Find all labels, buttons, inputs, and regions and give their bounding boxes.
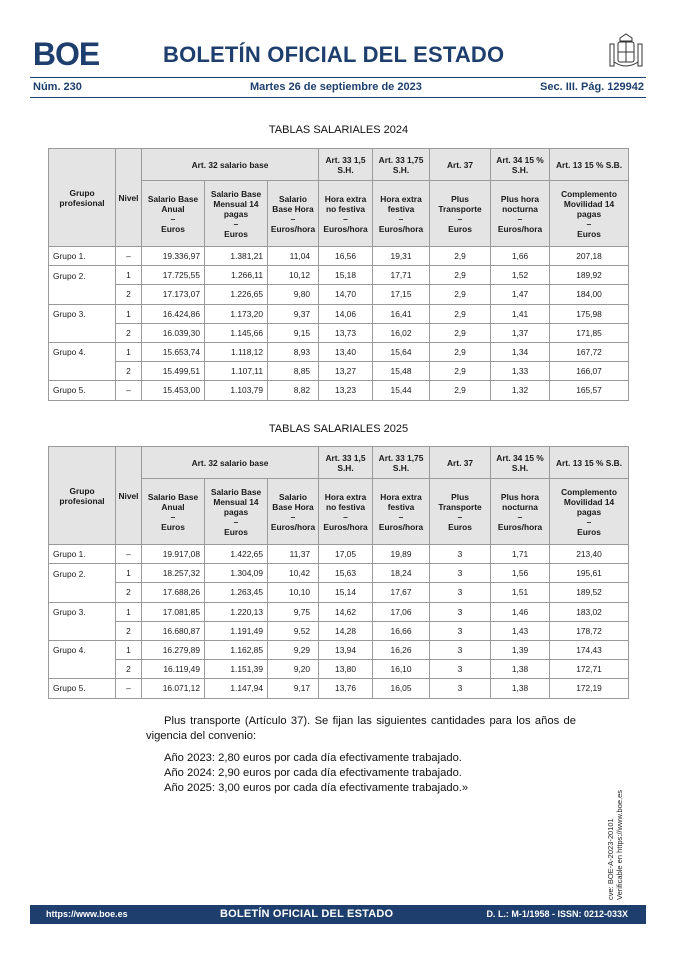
section-page: Sec. III. Pág. 129942 <box>540 81 644 93</box>
cell-grupo: Grupo 3. <box>49 304 116 323</box>
col-subheader <box>205 181 268 247</box>
cell-hx: 13,94 <box>319 640 373 659</box>
cell-pt: 2,9 <box>430 362 491 381</box>
col-subheader <box>430 479 491 545</box>
cell-pn: 1,41 <box>491 304 550 323</box>
col-art33a-header: Art. 33 1,5 S.H. <box>319 149 373 181</box>
cell-anual: 16.119,49 <box>142 660 205 679</box>
col-subheader <box>550 479 629 545</box>
col-grupo-header: Grupo profesional <box>49 149 116 247</box>
footer-bar <box>30 905 646 924</box>
footer-title: BOLETÍN OFICIAL DEL ESTADO <box>220 908 394 920</box>
cell-pn: 1,56 <box>491 564 550 583</box>
subheader-line: Euros <box>224 228 248 239</box>
subheader-line: Plus <box>451 491 469 502</box>
cell-grupo <box>49 285 116 304</box>
subheader-line: Hora extra <box>324 491 367 502</box>
issue-date: Martes 26 de septiembre de 2023 <box>250 81 422 93</box>
header-rule <box>30 77 646 78</box>
cell-cm: 167,72 <box>550 342 629 361</box>
cell-pt: 2,9 <box>430 323 491 342</box>
table-row <box>49 342 629 361</box>
cell-nivel: 2 <box>116 621 142 640</box>
col-grupo-header: Grupo profesional <box>49 447 116 545</box>
cell-pn: 1,46 <box>491 602 550 621</box>
cell-grupo <box>49 660 116 679</box>
cell-hora: 9,17 <box>268 679 319 698</box>
cell-cm: 171,85 <box>550 323 629 342</box>
cell-pt: 2,9 <box>430 381 491 400</box>
col-art32-header: Art. 32 salario base <box>142 447 319 479</box>
subheader-line: Plus hora <box>500 491 540 502</box>
cell-anual: 17.725,55 <box>142 266 205 285</box>
year-line: Año 2024: 2,90 euros por cada día efectivamente trabajado. <box>164 767 462 779</box>
cell-hx: 13,23 <box>319 381 373 400</box>
table-row <box>49 640 629 659</box>
cell-hora: 10,12 <box>268 266 319 285</box>
cell-hf: 16,02 <box>373 323 430 342</box>
cell-hx: 13,76 <box>319 679 373 698</box>
side-verification-text <box>606 790 624 900</box>
cell-grupo: Grupo 2. <box>49 266 116 285</box>
col-subheader <box>268 479 319 545</box>
cell-cm: 184,00 <box>550 285 629 304</box>
cell-hx: 17,05 <box>319 545 373 564</box>
subheader-line: Mensual 14 pagas <box>213 496 259 517</box>
table-row <box>49 304 629 323</box>
cell-nivel: 2 <box>116 362 142 381</box>
subheader-line: Salario Base <box>210 188 262 199</box>
subheader-line: Salario Base <box>147 193 199 204</box>
cell-mensual: 1.191,49 <box>205 621 268 640</box>
verify-url[interactable]: Verificable en https://www.boe.es <box>615 789 624 900</box>
cell-hf: 15,44 <box>373 381 430 400</box>
cell-pt: 2,9 <box>430 285 491 304</box>
subheader-line: – <box>517 213 523 224</box>
subheader-line: Anual <box>161 203 185 214</box>
cell-pt: 2,9 <box>430 247 491 266</box>
col-nivel-header: Nivel <box>116 149 142 247</box>
cell-pn: 1,38 <box>491 679 550 698</box>
cell-pt: 3 <box>430 602 491 621</box>
cell-grupo: Grupo 1. <box>49 545 116 564</box>
cell-pt: 2,9 <box>430 304 491 323</box>
subheader-line: Hora extra <box>324 193 367 204</box>
subheader-line: – <box>517 511 523 522</box>
cell-anual: 17.688,26 <box>142 583 205 602</box>
subheader-line: Euros <box>161 521 185 532</box>
subheader-line: – <box>290 213 296 224</box>
cell-nivel: 1 <box>116 602 142 621</box>
cell-pt: 2,9 <box>430 266 491 285</box>
subheader-line: no festiva <box>325 501 366 512</box>
cell-pt: 2,9 <box>430 342 491 361</box>
cell-grupo <box>49 362 116 381</box>
subheader-line: festiva <box>387 501 415 512</box>
cell-pn: 1,34 <box>491 342 550 361</box>
header-title: BOLETÍN OFICIAL DEL ESTADO <box>163 42 505 67</box>
cell-grupo <box>49 583 116 602</box>
cell-pt: 3 <box>430 583 491 602</box>
footer-legal-deposit: D. L.: M-1/1958 - ISSN: 0212-033X <box>486 909 628 919</box>
cell-hx: 14,28 <box>319 621 373 640</box>
subheader-line: Salario <box>279 193 307 204</box>
cell-mensual: 1.381,21 <box>205 247 268 266</box>
col-subheader <box>373 181 430 247</box>
cell-hx: 13,73 <box>319 323 373 342</box>
cell-mensual: 1.220,13 <box>205 602 268 621</box>
cell-cm: 172,71 <box>550 660 629 679</box>
table-row <box>49 266 629 285</box>
subheader-line: Movilidad 14 pagas <box>563 496 615 517</box>
subheader-line: Anual <box>161 501 185 512</box>
cell-cm: 213,40 <box>550 545 629 564</box>
cell-nivel: 2 <box>116 583 142 602</box>
cell-cm: 195,61 <box>550 564 629 583</box>
cell-hf: 17,71 <box>373 266 430 285</box>
cell-hora: 8,85 <box>268 362 319 381</box>
cell-cm: 178,72 <box>550 621 629 640</box>
cell-pn: 1,39 <box>491 640 550 659</box>
cell-hora: 9,20 <box>268 660 319 679</box>
issue-number: Núm. 230 <box>33 81 82 93</box>
cell-pn: 1,52 <box>491 266 550 285</box>
subheader-line: – <box>170 511 176 522</box>
year-line: Año 2023: 2,80 euros por cada día efectivamente trabajado. <box>164 752 462 764</box>
subheader-line: Base Hora <box>272 501 314 512</box>
cell-pn: 1,38 <box>491 660 550 679</box>
cell-grupo <box>49 323 116 342</box>
cell-hora: 10,42 <box>268 564 319 583</box>
cell-mensual: 1.173,20 <box>205 304 268 323</box>
cell-anual: 16.039,30 <box>142 323 205 342</box>
cell-nivel: 1 <box>116 564 142 583</box>
table-row <box>49 323 629 342</box>
cell-hx: 16,56 <box>319 247 373 266</box>
cell-pt: 3 <box>430 545 491 564</box>
cell-anual: 16.680,87 <box>142 621 205 640</box>
cell-nivel: – <box>116 247 142 266</box>
cell-nivel: 2 <box>116 285 142 304</box>
cell-grupo: Grupo 5. <box>49 679 116 698</box>
cell-nivel: 1 <box>116 640 142 659</box>
cell-mensual: 1.151,39 <box>205 660 268 679</box>
cell-cm: 189,52 <box>550 583 629 602</box>
svg-text:BOE: BOE <box>32 37 100 69</box>
subheader-line: Euros <box>448 521 472 532</box>
subheader-line: Euros/hora <box>270 223 316 234</box>
subheader-line: Hora extra <box>380 491 422 502</box>
cell-hora: 10,10 <box>268 583 319 602</box>
subheader-line: Complemento <box>561 188 617 199</box>
cell-mensual: 1.263,45 <box>205 583 268 602</box>
cell-mensual: 1.266,11 <box>205 266 268 285</box>
cve-code: cve: BOE-A-2023-20101 <box>606 818 615 900</box>
cell-hx: 15,18 <box>319 266 373 285</box>
cell-grupo: Grupo 4. <box>49 640 116 659</box>
col-art33b-header: Art. 33 1,75 S.H. <box>373 149 430 181</box>
cell-pn: 1,51 <box>491 583 550 602</box>
cell-cm: 189,92 <box>550 266 629 285</box>
cell-anual: 16.071,12 <box>142 679 205 698</box>
table-2025-title: TABLAS SALARIALES 2025 <box>268 423 409 435</box>
subheader-line: – <box>586 516 592 527</box>
cell-hf: 17,67 <box>373 583 430 602</box>
cell-mensual: 1.103,79 <box>205 381 268 400</box>
subheader-line: Base Hora <box>272 203 314 214</box>
table-row <box>49 545 629 564</box>
table-row <box>49 285 629 304</box>
subheader-line: – <box>343 511 348 522</box>
cell-nivel: 2 <box>116 323 142 342</box>
table-row <box>49 247 629 266</box>
cell-pn: 1,37 <box>491 323 550 342</box>
col-art37-header: Art. 37 <box>430 149 491 181</box>
cell-hx: 15,14 <box>319 583 373 602</box>
subheader-line: Euros/hora <box>270 521 316 532</box>
cell-pn: 1,47 <box>491 285 550 304</box>
col-art33a-header: Art. 33 1,5 S.H. <box>319 447 373 479</box>
cell-hora: 9,52 <box>268 621 319 640</box>
cell-nivel: – <box>116 381 142 400</box>
cell-nivel: 1 <box>116 342 142 361</box>
cell-pt: 3 <box>430 640 491 659</box>
col-art13-header: Art. 13 15 % S.B. <box>550 447 629 479</box>
subheader-line: – <box>233 218 239 229</box>
cell-hora: 8,82 <box>268 381 319 400</box>
cell-pn: 1,33 <box>491 362 550 381</box>
cell-hx: 13,80 <box>319 660 373 679</box>
subheader-line: Euros <box>577 526 601 537</box>
cell-nivel: 2 <box>116 660 142 679</box>
subheader-line: Salario Base <box>147 491 199 502</box>
cell-cm: 172,19 <box>550 679 629 698</box>
cell-hora: 9,29 <box>268 640 319 659</box>
cell-hora: 9,75 <box>268 602 319 621</box>
cell-anual: 18.257,32 <box>142 564 205 583</box>
subheader-line: Mensual 14 pagas <box>213 198 259 219</box>
col-art32-header: Art. 32 salario base <box>142 149 319 181</box>
cell-anual: 17.081,85 <box>142 602 205 621</box>
transport-paragraph <box>146 714 576 796</box>
subheader-line: Plus <box>451 193 469 204</box>
subheader-line: Complemento <box>561 486 617 497</box>
cell-anual: 15.499,51 <box>142 362 205 381</box>
cell-hx: 15,63 <box>319 564 373 583</box>
cell-hf: 16,05 <box>373 679 430 698</box>
subline-rule <box>30 97 646 98</box>
boe-logo <box>30 37 102 69</box>
cell-pt: 3 <box>430 621 491 640</box>
table-row <box>49 362 629 381</box>
cell-cm: 174,43 <box>550 640 629 659</box>
cell-cm: 207,18 <box>550 247 629 266</box>
subheader-line: no festiva <box>325 203 366 214</box>
cell-nivel: – <box>116 679 142 698</box>
table-row <box>49 660 629 679</box>
cell-hf: 16,10 <box>373 660 430 679</box>
col-subheader <box>319 479 373 545</box>
cell-anual: 16.424,86 <box>142 304 205 323</box>
cell-anual: 17.173,07 <box>142 285 205 304</box>
cell-grupo: Grupo 2. <box>49 564 116 583</box>
col-subheader <box>205 479 268 545</box>
footer-url-link[interactable]: https://www.boe.es <box>46 909 128 919</box>
cell-anual: 15.453,00 <box>142 381 205 400</box>
col-subheader <box>319 181 373 247</box>
subheader-line: Euros <box>577 228 601 239</box>
cell-hf: 16,41 <box>373 304 430 323</box>
col-art13-header: Art. 13 15 % S.B. <box>550 149 629 181</box>
col-nivel-header: Nivel <box>116 447 142 545</box>
subheader-line: Transporte <box>438 501 482 512</box>
cell-mensual: 1.118,12 <box>205 342 268 361</box>
cell-cm: 166,07 <box>550 362 629 381</box>
col-subheader <box>268 181 319 247</box>
cell-cm: 183,02 <box>550 602 629 621</box>
subheader-line: Plus hora <box>500 193 540 204</box>
cell-hora: 8,93 <box>268 342 319 361</box>
subheader-line: – <box>398 511 404 522</box>
cell-hf: 16,66 <box>373 621 430 640</box>
subheader-line: – <box>457 213 463 224</box>
paragraph-intro: Plus transporte (Artículo 37). Se fijan las siguientes cantidades para los años de vigencia del convenio: <box>146 715 576 742</box>
year-line: Año 2025: 3,00 euros por cada día efectivamente trabajado.» <box>164 782 469 794</box>
subheader-line: Euros/hora <box>323 521 368 532</box>
cell-mensual: 1.162,85 <box>205 640 268 659</box>
subheader-line: Euros <box>224 526 248 537</box>
cell-mensual: 1.304,09 <box>205 564 268 583</box>
col-subheader <box>142 479 205 545</box>
cell-hora: 9,80 <box>268 285 319 304</box>
col-subheader <box>430 181 491 247</box>
cell-nivel: 1 <box>116 266 142 285</box>
cell-nivel: 1 <box>116 304 142 323</box>
table-row <box>49 602 629 621</box>
cell-mensual: 1.422,65 <box>205 545 268 564</box>
col-subheader <box>491 479 550 545</box>
cell-pt: 3 <box>430 660 491 679</box>
cell-mensual: 1.107,11 <box>205 362 268 381</box>
subheader-line: Euros <box>448 223 472 234</box>
subheader-line: – <box>170 213 176 224</box>
header-subline <box>30 81 646 95</box>
cell-hx: 14,70 <box>319 285 373 304</box>
salary-table-2024 <box>48 148 629 401</box>
coat-of-arms-icon <box>606 32 646 72</box>
subheader-line: Euros/hora <box>323 223 368 234</box>
cell-hx: 14,06 <box>319 304 373 323</box>
cell-hf: 16,26 <box>373 640 430 659</box>
cell-hf: 15,48 <box>373 362 430 381</box>
cell-mensual: 1.147,94 <box>205 679 268 698</box>
cell-mensual: 1.145,66 <box>205 323 268 342</box>
subheader-line: Euros <box>161 223 185 234</box>
cell-hx: 13,27 <box>319 362 373 381</box>
table-row <box>49 583 629 602</box>
cell-grupo <box>49 621 116 640</box>
salary-table-2025 <box>48 446 629 699</box>
cell-grupo: Grupo 5. <box>49 381 116 400</box>
cell-hf: 19,89 <box>373 545 430 564</box>
subheader-line: Transporte <box>438 203 482 214</box>
subheader-line: – <box>290 511 296 522</box>
cell-pt: 3 <box>430 679 491 698</box>
cell-hf: 15,64 <box>373 342 430 361</box>
subheader-line: – <box>586 218 592 229</box>
table-row <box>49 381 629 400</box>
cell-grupo: Grupo 4. <box>49 342 116 361</box>
cell-anual: 16.279,89 <box>142 640 205 659</box>
table-row <box>49 621 629 640</box>
cell-hora: 9,15 <box>268 323 319 342</box>
cell-anual: 19.336,97 <box>142 247 205 266</box>
cell-pn: 1,66 <box>491 247 550 266</box>
cell-pn: 1,43 <box>491 621 550 640</box>
col-art34-header: Art. 34 15 % S.H. <box>491 149 550 181</box>
cell-hora: 9,37 <box>268 304 319 323</box>
subheader-line: festiva <box>387 203 415 214</box>
cell-pt: 3 <box>430 564 491 583</box>
subheader-line: Movilidad 14 pagas <box>563 198 615 219</box>
subheader-line: – <box>398 213 404 224</box>
cell-nivel: – <box>116 545 142 564</box>
cell-hx: 13,40 <box>319 342 373 361</box>
subheader-line: Salario <box>279 491 307 502</box>
subheader-line: Euros/hora <box>497 521 543 532</box>
cell-mensual: 1.226,65 <box>205 285 268 304</box>
col-subheader <box>142 181 205 247</box>
cell-hora: 11,04 <box>268 247 319 266</box>
cell-hx: 14,62 <box>319 602 373 621</box>
cell-hf: 17,15 <box>373 285 430 304</box>
cell-grupo: Grupo 3. <box>49 602 116 621</box>
subheader-line: – <box>233 516 239 527</box>
col-subheader <box>373 479 430 545</box>
cell-grupo: Grupo 1. <box>49 247 116 266</box>
col-subheader <box>491 181 550 247</box>
cell-hf: 17,06 <box>373 602 430 621</box>
table-row <box>49 679 629 698</box>
cell-pn: 1,32 <box>491 381 550 400</box>
subheader-line: – <box>343 213 348 224</box>
cell-cm: 175,98 <box>550 304 629 323</box>
subheader-line: Salario Base <box>210 486 262 497</box>
cell-pn: 1,71 <box>491 545 550 564</box>
subheader-line: – <box>457 511 463 522</box>
subheader-line: Euros/hora <box>378 521 424 532</box>
cell-hora: 11,37 <box>268 545 319 564</box>
subheader-line: Hora extra <box>380 193 422 204</box>
cell-hf: 19,31 <box>373 247 430 266</box>
subheader-line: nocturna <box>502 501 538 512</box>
col-art33b-header: Art. 33 1,75 S.H. <box>373 447 430 479</box>
subheader-line: Euros/hora <box>497 223 543 234</box>
table-row <box>49 564 629 583</box>
col-subheader <box>550 181 629 247</box>
subheader-line: Euros/hora <box>378 223 424 234</box>
table-2024-title: TABLAS SALARIALES 2024 <box>268 124 409 136</box>
cell-hf: 18,24 <box>373 564 430 583</box>
subheader-line: nocturna <box>502 203 538 214</box>
cell-anual: 19.917,08 <box>142 545 205 564</box>
cell-cm: 165,57 <box>550 381 629 400</box>
col-art37-header: Art. 37 <box>430 447 491 479</box>
col-art34-header: Art. 34 15 % S.H. <box>491 447 550 479</box>
cell-anual: 15.653,74 <box>142 342 205 361</box>
